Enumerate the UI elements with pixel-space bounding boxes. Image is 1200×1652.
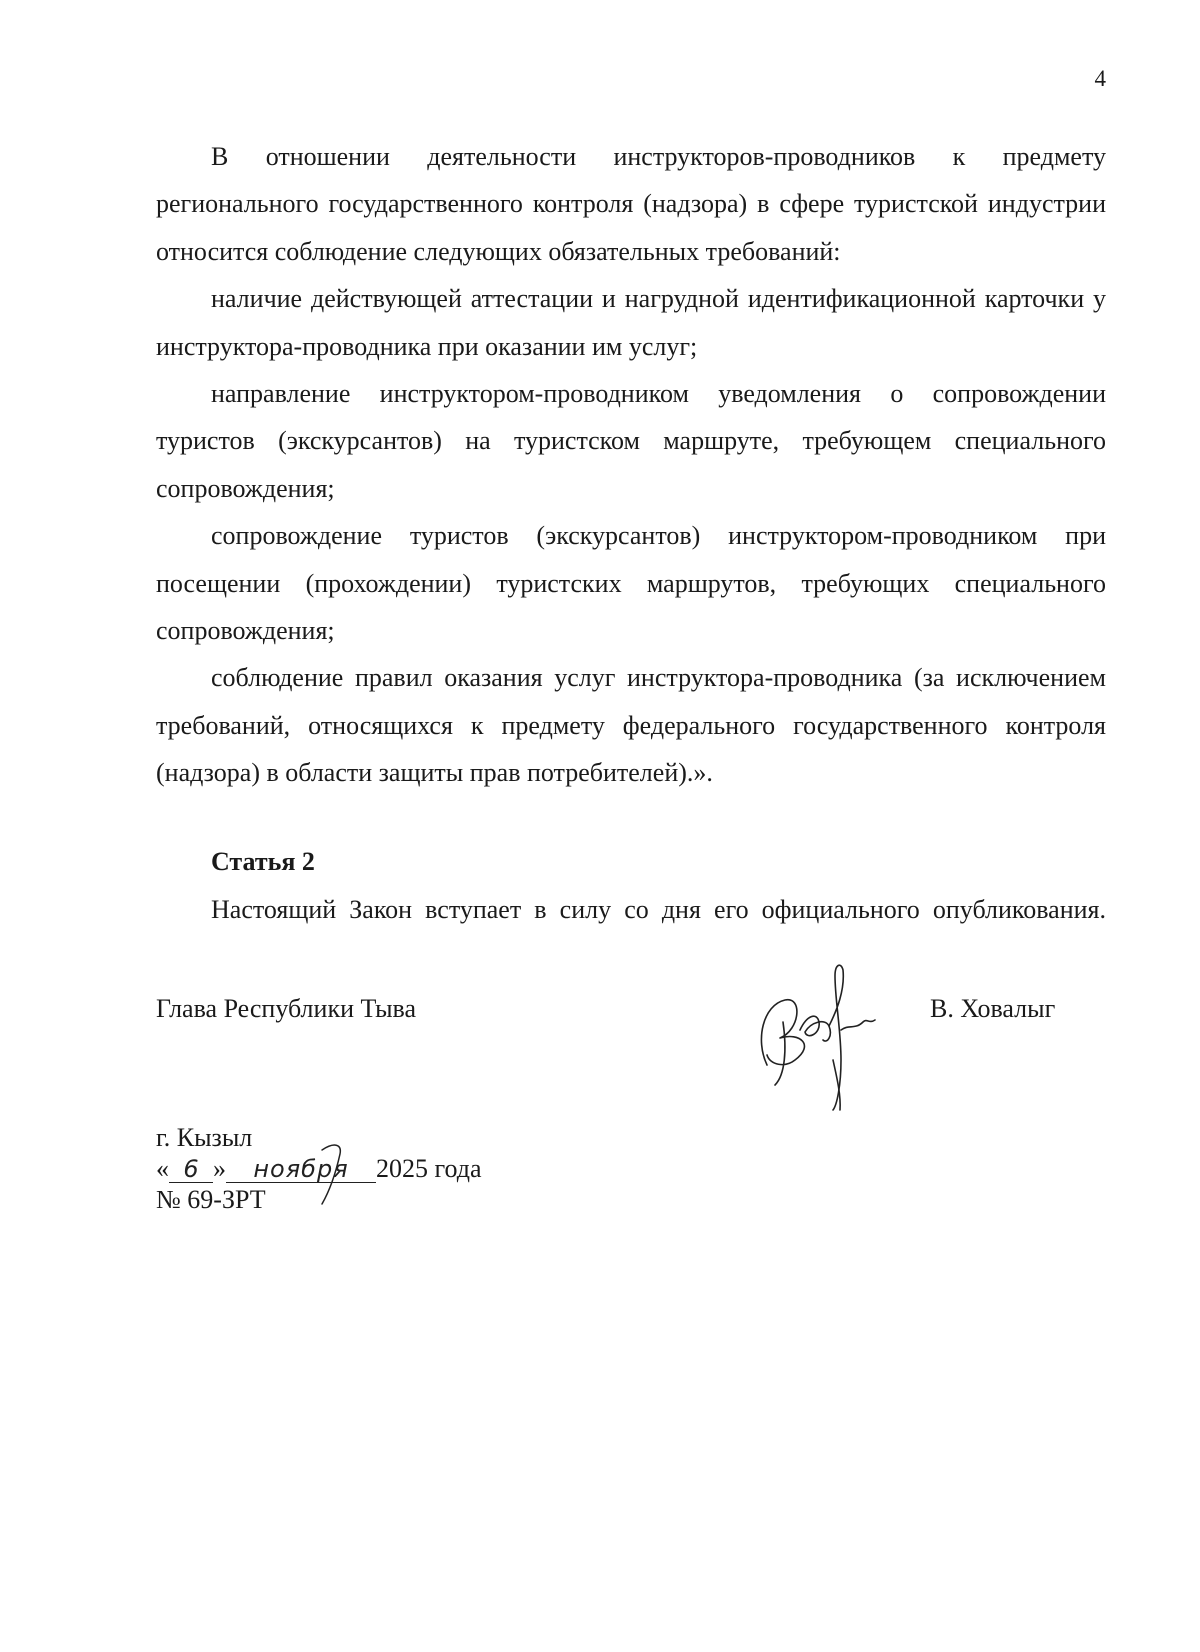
handwritten-signature <box>745 960 885 1115</box>
paragraph-requirement-1: наличие действующей аттестации и нагрудной идентификационной карточки у инструктора-проводника при оказании им услуг; <box>156 284 1106 361</box>
paragraph-requirement-3: сопровождение туристов (экскурсантов) инструктором-проводником при посещении (прохождении) туристских маршрутов, требующих специального сопровождения; <box>156 521 1106 646</box>
law-number: № 69-ЗРТ <box>156 1185 266 1214</box>
date-close-quote: » <box>213 1154 226 1183</box>
signer-title: Глава Республики Тыва <box>156 994 417 1023</box>
article-text: Настоящий Закон вступает в силу со дня его официального опубликования. <box>211 895 1106 924</box>
date-year: 2025 года <box>376 1154 482 1183</box>
paragraph-intro: В отношении деятельности инструкторов-проводников к предмету регионального государственного контроля (надзора) в сфере туристской индустрии относится соблюдение следующих обязательных требований: <box>156 142 1106 266</box>
city: г. Кызыл <box>156 1123 253 1152</box>
date-day: 6 <box>169 1156 213 1183</box>
date-open-quote: « <box>156 1154 169 1183</box>
page-number: 4 <box>1094 66 1106 91</box>
paragraph-requirement-2: направление инструктором-проводником уведомления о сопровождении туристов (экскурсантов) на туристском маршруте, требующем специального сопровождения; <box>156 379 1106 503</box>
signer-name: В. Ховалыг <box>930 994 1056 1023</box>
date-flourish-stroke <box>300 1120 360 1210</box>
article-heading: Статья 2 <box>211 847 315 876</box>
date-month: ноября <box>226 1156 376 1183</box>
paragraph-requirement-4: соблюдение правил оказания услуг инструктора-проводника (за исключением требований, относящихся к предмету федерального государственного контроля (надзора) в области защиты прав потребителей).». <box>156 663 1106 788</box>
law-text <box>156 133 1106 797</box>
